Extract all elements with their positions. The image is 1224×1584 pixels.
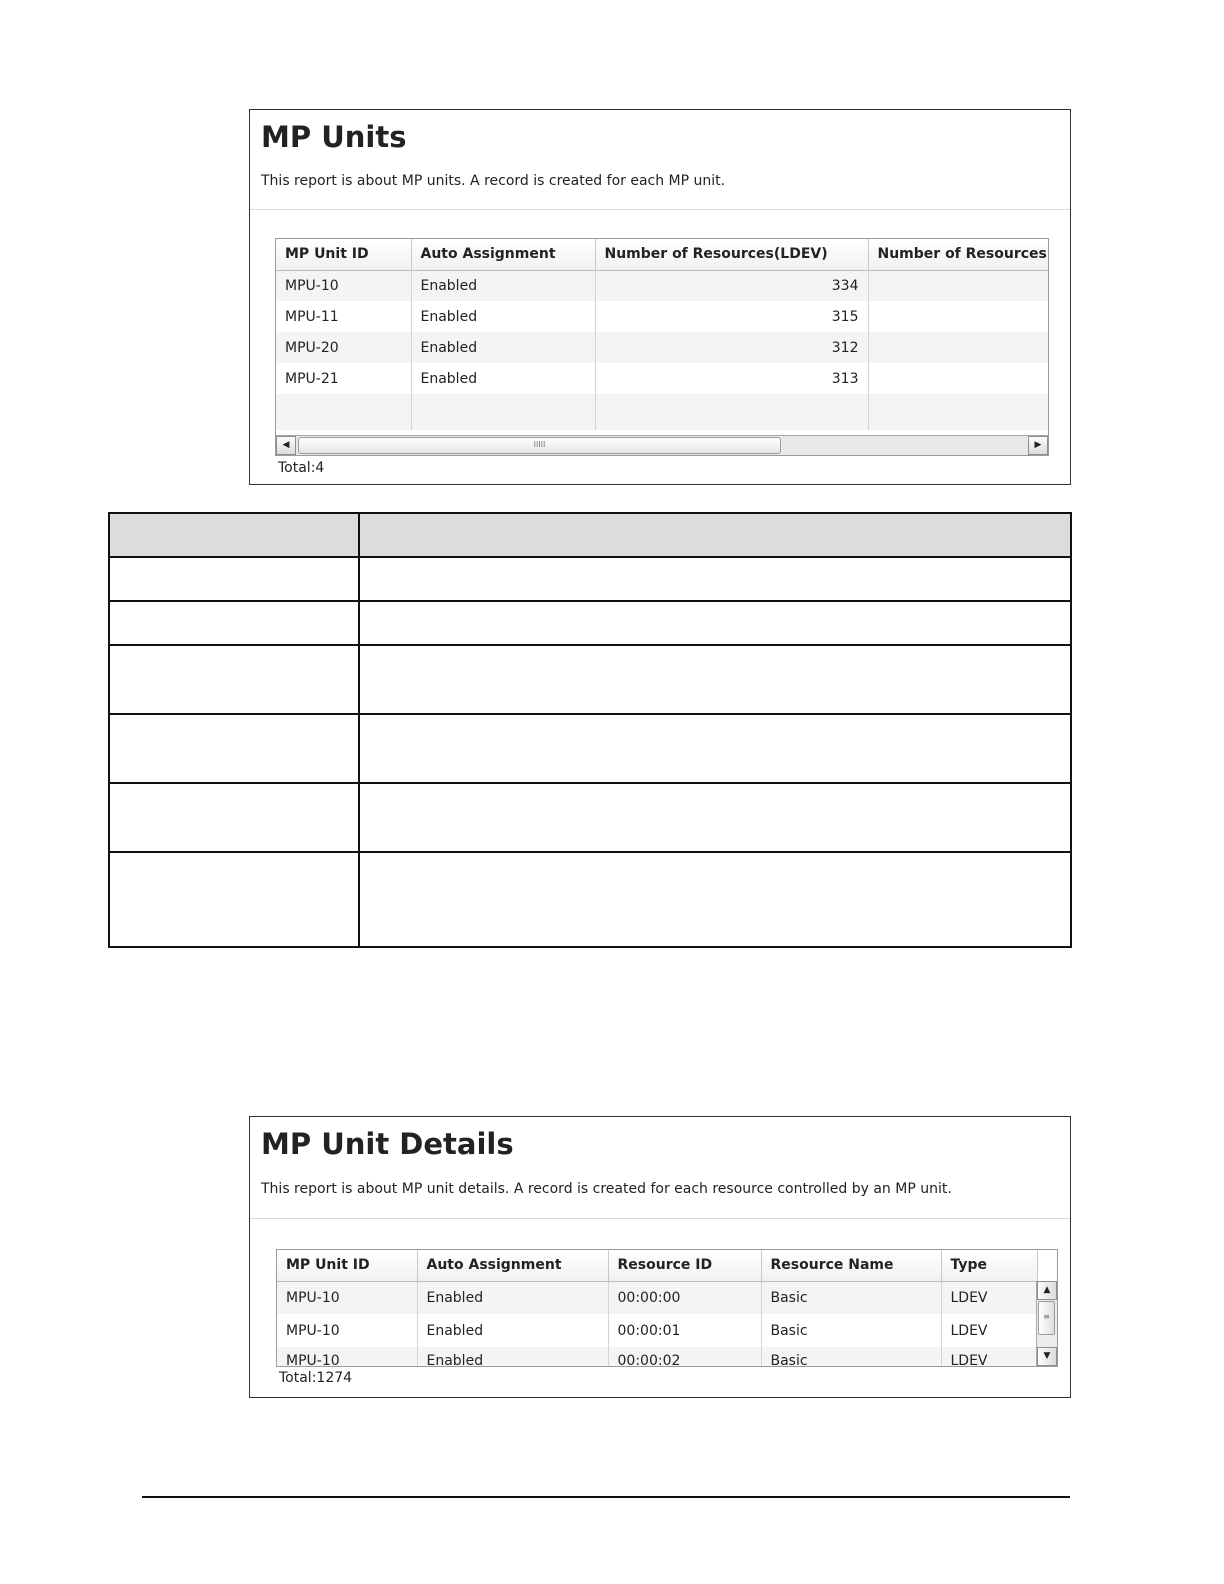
mp-units-description: This report is about MP units. A record is created for each MP unit. — [261, 173, 726, 189]
mp-unit-details-description: This report is about MP unit details. A record is created for each resource controlled by an MP unit. — [261, 1181, 952, 1197]
column-header-auto-assignment[interactable]: Auto Assignment — [417, 1250, 608, 1281]
cell-resources-ldev: 315 — [595, 301, 868, 332]
mp-unit-details-panel — [249, 1116, 1071, 1398]
reference-table-row — [109, 601, 1071, 645]
cell-auto-assignment: Enabled — [417, 1314, 608, 1347]
reference-table — [108, 512, 1072, 948]
cell-auto-assignment: Enabled — [417, 1347, 608, 1367]
cell-type: LDEV — [941, 1314, 1037, 1347]
cell-mp-unit-id: MPU-11 — [276, 301, 411, 332]
cell-type: LDEV — [941, 1347, 1037, 1367]
cell-resources-ldev: 334 — [595, 270, 868, 301]
reference-table-row — [109, 783, 1071, 852]
mp-units-header-row — [276, 239, 1049, 270]
column-header-mp-unit-id[interactable]: MP Unit ID — [277, 1250, 417, 1281]
cell-resources-ldev: 312 — [595, 332, 868, 363]
mp-units-table — [276, 239, 1049, 430]
table-row[interactable] — [277, 1314, 1037, 1347]
mp-unit-details-grid — [276, 1249, 1058, 1367]
cell-auto-assignment: Enabled — [411, 301, 595, 332]
cell-auto-assignment: Enabled — [411, 332, 595, 363]
table-row[interactable] — [277, 1281, 1037, 1314]
mp-unit-details-total: Total:1274 — [279, 1370, 353, 1386]
horizontal-scroll-thumb[interactable]: IIIII — [298, 437, 781, 454]
cell-resource-id: 00:00:00 — [608, 1281, 761, 1314]
mp-units-total: Total:4 — [278, 460, 325, 476]
column-header-type[interactable]: Type — [941, 1250, 1037, 1281]
column-header-mp-unit-id[interactable]: MP Unit ID — [276, 239, 411, 270]
cell-resource-name: Basic — [761, 1281, 941, 1314]
scroll-left-icon[interactable]: ◀ — [276, 436, 296, 455]
mp-unit-details-table — [277, 1250, 1038, 1367]
cell-resource-id: 00:00:01 — [608, 1314, 761, 1347]
scroll-down-icon[interactable]: ▼ — [1037, 1347, 1057, 1366]
column-header-resource-id[interactable]: Resource ID — [608, 1250, 761, 1281]
cell-resource-name: Basic — [761, 1314, 941, 1347]
cell-mp-unit-id: MPU-21 — [276, 363, 411, 394]
footer-rule — [142, 1496, 1070, 1498]
mp-units-separator — [250, 209, 1070, 210]
cell-resources — [868, 332, 1049, 363]
empty-row — [276, 394, 1049, 430]
reference-table-header — [109, 513, 1071, 557]
mp-units-grid — [275, 238, 1049, 456]
vertical-scroll-thumb[interactable]: ≡ — [1038, 1301, 1055, 1335]
reference-table-row — [109, 557, 1071, 601]
cell-resource-id: 00:00:02 — [608, 1347, 761, 1367]
column-header-auto-assignment[interactable]: Auto Assignment — [411, 239, 595, 270]
cell-type: LDEV — [941, 1281, 1037, 1314]
cell-mp-unit-id: MPU-10 — [276, 270, 411, 301]
table-row[interactable] — [276, 363, 1049, 394]
cell-auto-assignment: Enabled — [417, 1281, 608, 1314]
cell-resources — [868, 270, 1049, 301]
table-row[interactable] — [276, 332, 1049, 363]
cell-resources — [868, 363, 1049, 394]
column-header-resources-ldev[interactable]: Number of Resources(LDEV) — [595, 239, 868, 270]
cell-resource-name: Basic — [761, 1347, 941, 1367]
cell-auto-assignment: Enabled — [411, 270, 595, 301]
mp-unit-details-title: MP Unit Details — [261, 1127, 514, 1161]
horizontal-scrollbar[interactable] — [276, 435, 1048, 455]
mp-unit-details-separator — [250, 1218, 1070, 1219]
table-row[interactable] — [277, 1347, 1037, 1367]
column-header-resource-name[interactable]: Resource Name — [761, 1250, 941, 1281]
column-header-resources[interactable]: Number of Resources — [868, 239, 1049, 270]
cell-mp-unit-id: MPU-10 — [277, 1314, 417, 1347]
scroll-right-icon[interactable]: ▶ — [1028, 436, 1048, 455]
reference-table-row — [109, 645, 1071, 714]
cell-auto-assignment: Enabled — [411, 363, 595, 394]
cell-resources-ldev: 313 — [595, 363, 868, 394]
mp-units-panel — [249, 109, 1071, 485]
table-row[interactable] — [276, 270, 1049, 301]
cell-mp-unit-id: MPU-20 — [276, 332, 411, 363]
cell-mp-unit-id: MPU-10 — [277, 1347, 417, 1367]
reference-table-row — [109, 714, 1071, 783]
cell-mp-unit-id: MPU-10 — [277, 1281, 417, 1314]
vertical-scrollbar[interactable] — [1036, 1281, 1057, 1366]
mp-unit-details-header-row — [277, 1250, 1037, 1281]
table-row[interactable] — [276, 301, 1049, 332]
reference-table-row — [109, 852, 1071, 947]
cell-resources — [868, 301, 1049, 332]
scroll-up-icon[interactable]: ▲ — [1037, 1281, 1057, 1300]
mp-units-title: MP Units — [261, 120, 407, 154]
